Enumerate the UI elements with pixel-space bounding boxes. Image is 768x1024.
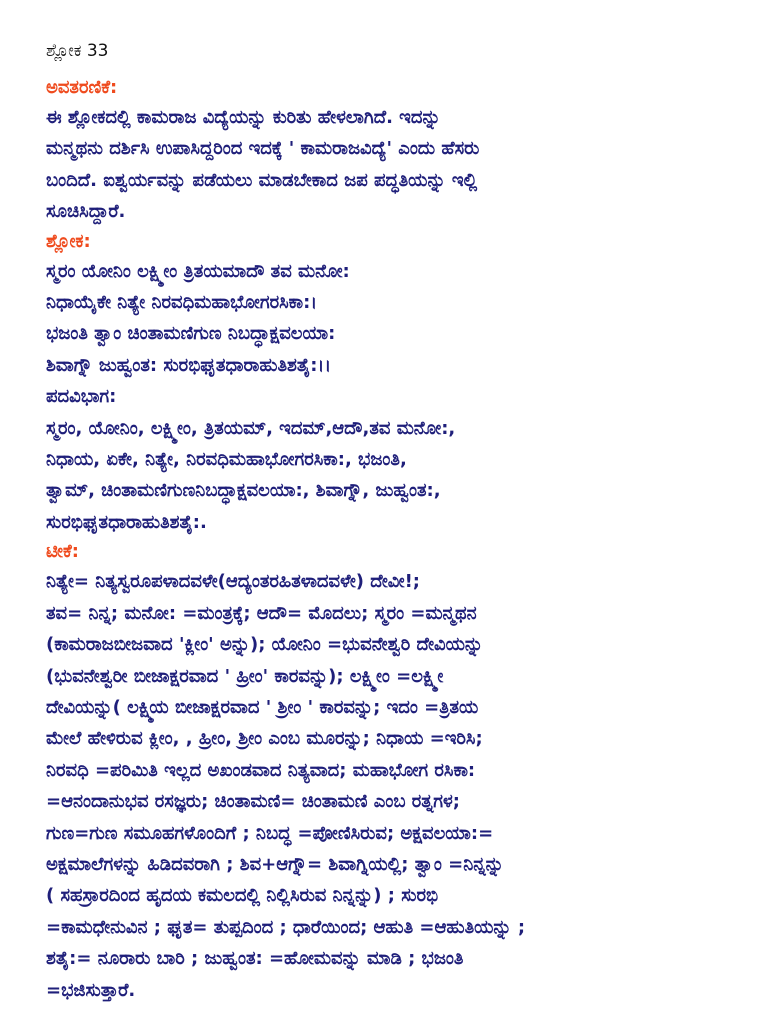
tike-line: =ಕಾಮಧೇನುವಿನ ; ಘೃತ= ತುಪ್ಪದಿಂದ ; ಧಾರೆಯಿಂದ; ಆಹುತಿ =ಆಹುತಿಯನ್ನು ; [46,916,526,938]
padavibhaga-line: ಸ್ಮರಂ, ಯೋನಿಂ, ಲಕ್ಷ್ಮೀಂ, ತ್ರಿತಯಮ್, ಇದಮ್,ಆದೌ,ತವ ಮನೋ:, [46,417,456,439]
shloka-heading: ಶ್ಲೋಕ: [46,230,91,252]
avatarike-line: ಈ ಶ್ಲೋಕದಲ್ಲಿ ಕಾಮರಾಜ ವಿದ್ಯೆಯನ್ನು ಕುರಿತು ಹೇಳಲಾಗಿದೆ. ಇದನ್ನು [46,107,441,128]
tike-line: ಮೇಲೆ ಹೇಳಿರುವ ಕ್ಲೀಂ, , ಹ್ರೀಂ, ಶ್ರೀಂ ಎಂಬ ಮೂರನ್ನು; ನಿಧಾಯ =ಇರಿಸಿ; [46,728,483,750]
tike-line: =ಭಜಿಸುತ್ತಾರೆ. [46,979,136,1001]
tike-line: ನಿತ್ಯೇ= ನಿತ್ಯಸ್ವರೂಪಳಾದವಳೇ(ಆದ್ಯಂತರಹಿತಳಾದವಳೇ) ದೇವೀ!; [46,571,421,593]
shloka-line: ಭಜಂತಿ ತ್ವಾಂ ಚಿಂತಾಮಣಿಗುಣ ನಿಬದ್ಧಾಕ್ಷವಲಯಾ: [46,323,336,345]
verse-number: ಶ್ಲೋಕ 33 [46,41,109,61]
avatarike-line: ಬಂದಿದೆ. ಐಶ್ವರ್ಯವನ್ನು ಪಡೆಯಲು ಮಾಡಬೇಕಾದ ಜಪ ಪದ್ಧತಿಯನ್ನು ಇಲ್ಲಿ [46,169,478,191]
avatarike-line: ಮನ್ಮಥನು ದರ್ಶಿಸಿ ಉಪಾಸಿದ್ದರಿಂದ ಇದಕ್ಕೆ ' ಕಾಮರಾಜವಿದ್ಯೆ' ಎಂದು ಹೆಸರು [46,138,480,160]
padavibhaga-paragraph [46,413,728,539]
shloka-line: ಸ್ಮರಂ ಯೋನಿಂ ಲಕ್ಷ್ಮೀಂ ತ್ರಿತಯಮಾದೌ ತವ ಮನೋ: [46,260,350,282]
padavibhaga-line: ತ್ವಾಮ್, ಚಿಂತಾಮಣಿಗುಣನಿಬದ್ಧಾಕ್ಷವಲಯಾ:, ಶಿವಾಗ್ನೌ, ಜುಹ್ವಂತ:, [46,480,441,502]
tike-line: ಶತೈ:= ನೂರಾರು ಬಾರಿ ; ಜುಹ್ವಂತ: =ಹೋಮವನ್ನು ಮಾಡಿ ; ಭಜಂತಿ [46,948,464,970]
shloka-section [46,228,728,382]
tike-heading: ಟೀಕೆ: [46,541,79,563]
tike-line: ನಿರವಧಿ =ಪರಿಮಿತಿ ಇಲ್ಲದ ಅಖಂಡವಾದ ನಿತ್ಯವಾದ; ಮಹಾಭೋಗ ರಸಿಕಾ: [46,759,476,781]
tike-line: ( ಸಹಸ್ರಾರದಿಂದ ಹೃದಯ ಕಮಲದಲ್ಲಿ ನಿಲ್ಲಿಸಿರುವ ನಿನ್ನನ್ನು) ; ಸುರಭಿ [46,885,439,907]
tike-line: (ಭುವನೇಶ್ವರೀ ಬೀಜಾಕ್ಷರವಾದ ' ಹ್ರೀಂ' ಕಾರವನ್ನು); ಲಕ್ಷ್ಮೀಂ =ಲಕ್ಷ್ಮೀ [46,665,444,687]
padavibhaga-line: ನಿಧಾಯ, ಏಕೇ, ನಿತ್ಯೇ, ನಿರವಧಿಮಹಾಭೋಗರಸಿಕಾ:, ಭಜಂತಿ, [46,449,407,471]
tike-line: ದೇವಿಯನ್ನು( ಲಕ್ಷ್ಮಿಯ ಬೀಜಾಕ್ಷರವಾದ ' ಶ್ರೀಂ ' ಕಾರವನ್ನು; ಇದಂ =ತ್ರಿತಯ [46,696,479,718]
shloka-line: ನಿಧಾಯೈಕೇ ನಿತ್ಯೇ ನಿರವಧಿಮಹಾಭೋಗರಸಿಕಾ:। [46,292,318,314]
avatarike-heading: ಅವತರಣಿಕೆ: [46,77,118,98]
tike-line: ತವ= ನಿನ್ನ; ಮನೋ: =ಮಂತ್ರಕ್ಕೆ; ಆದೌ= ಮೊದಲು; ಸ್ಮರಂ =ಮನ್ಮಥನ [46,602,477,624]
tike-line: ಗುಣ=ಗುಣ ಸಮೂಹಗಳೊಂದಿಗೆ ; ನಿಬದ್ಧ =ಪೋಣಿಸಿರುವ; ಅಕ್ಷವಲಯಾ:= [46,822,494,844]
avatarike-section [46,74,728,228]
avatarike-paragraph [46,102,728,228]
padavibhaga-line: ಸುರಭಿಘೃತಧಾರಾಹುತಿಶತೈ:. [46,511,207,533]
shloka-line: ಶಿವಾಗ್ನೌ ಜುಹ್ವಂತ: ಸುರಭಿಘೃತಧಾರಾಹುತಿಶತೈ:।। [46,354,332,376]
padavibhaga-heading: ಪದವಿಭಾಗ: [46,386,117,408]
tike-line: =ಆನಂದಾನುಭವ ರಸಜ್ಞರು; ಚಿಂತಾಮಣಿ= ಚಿಂತಾಮಣಿ ಎಂಬ ರತ್ನಗಳ; [46,791,460,813]
tike-paragraph [46,566,728,1006]
avatarike-line: ಸೂಚಿಸಿದ್ದಾರೆ. [46,201,126,223]
shloka-verse [46,256,728,382]
tike-line: (ಕಾಮರಾಜಬೀಜವಾದ 'ಕ್ಲೀಂ' ಅನ್ನು); ಯೋನಿಂ =ಭುವನೇಶ್ವರಿ ದೇವಿಯನ್ನು [46,634,484,656]
padavibhaga-section [46,381,728,538]
tike-section [46,538,728,1006]
tike-line: ಅಕ್ಷಮಾಲೆಗಳನ್ನು ಹಿಡಿದವರಾಗಿ ; ಶಿವ+ಆಗ್ನೌ= ಶಿವಾಗ್ನಿಯಲ್ಲಿ; ತ್ವಾಂ =ನಿನ್ನನ್ನು [46,853,504,875]
